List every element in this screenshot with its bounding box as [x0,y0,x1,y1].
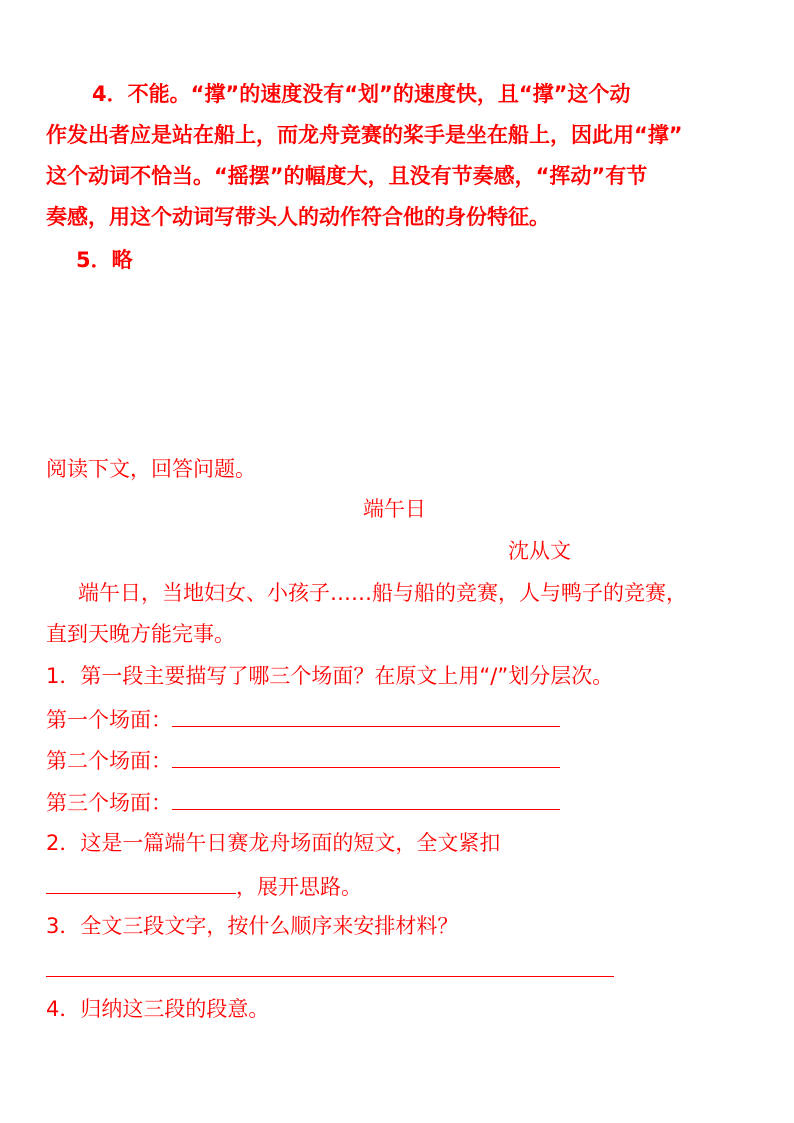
answer-4-line-2: 作发出者应是站在船上，而龙舟竞赛的桨手是坐在船上，因此用“撑” [46,123,683,147]
answer-4-line-3: 这个动词不恰当。“摇摆”的幅度大，且没有节奏感，“挥动”有节 [46,164,648,188]
question-2-answer-blank[interactable] [46,871,236,894]
answer-4-line-1: 4．不能。“撑”的速度没有“划”的速度快，且“撑”这个动 [92,82,631,106]
scene-2-label: 第二个场面： [46,749,172,773]
question-3: 3．全文三段文字，按什么顺序来安排材料？ [46,914,459,938]
scene-3-answer-blank[interactable] [172,787,560,810]
question-1: 1．第一段主要描写了哪三个场面？在原文上用“/”划分层次。 [46,664,614,688]
scene-1-answer-blank[interactable] [172,704,560,727]
scene-3-row [46,787,560,817]
question-3-answer-line[interactable] [46,976,614,977]
question-2-suffix: ，展开思路。 [236,875,362,899]
passage-author: 沈从文 [508,539,571,563]
question-2-line-2 [46,871,362,901]
scene-3-label: 第三个场面： [46,791,172,815]
passage-line-2: 直到天晚方能完事。 [46,622,235,646]
answer-4-line-4: 奏感，用这个动词写带头人的动作符合他的身份特征。 [46,205,550,229]
reading-instruction: 阅读下文，回答问题。 [46,457,256,481]
question-2-line-1: 2．这是一篇端午日赛龙舟场面的短文，全文紧扣 [46,831,501,855]
scene-2-row [46,745,560,775]
passage-title: 端午日 [363,497,426,521]
answer-5: 5．略 [76,248,133,272]
scene-1-row [46,704,560,734]
scene-2-answer-blank[interactable] [172,745,560,768]
question-4: 4．归纳这三段的段意。 [46,997,270,1021]
passage-line-1: 端午日，当地妇女、小孩子……船与船的竞赛，人与鸭子的竞赛， [78,581,687,605]
scene-1-label: 第一个场面： [46,708,172,732]
